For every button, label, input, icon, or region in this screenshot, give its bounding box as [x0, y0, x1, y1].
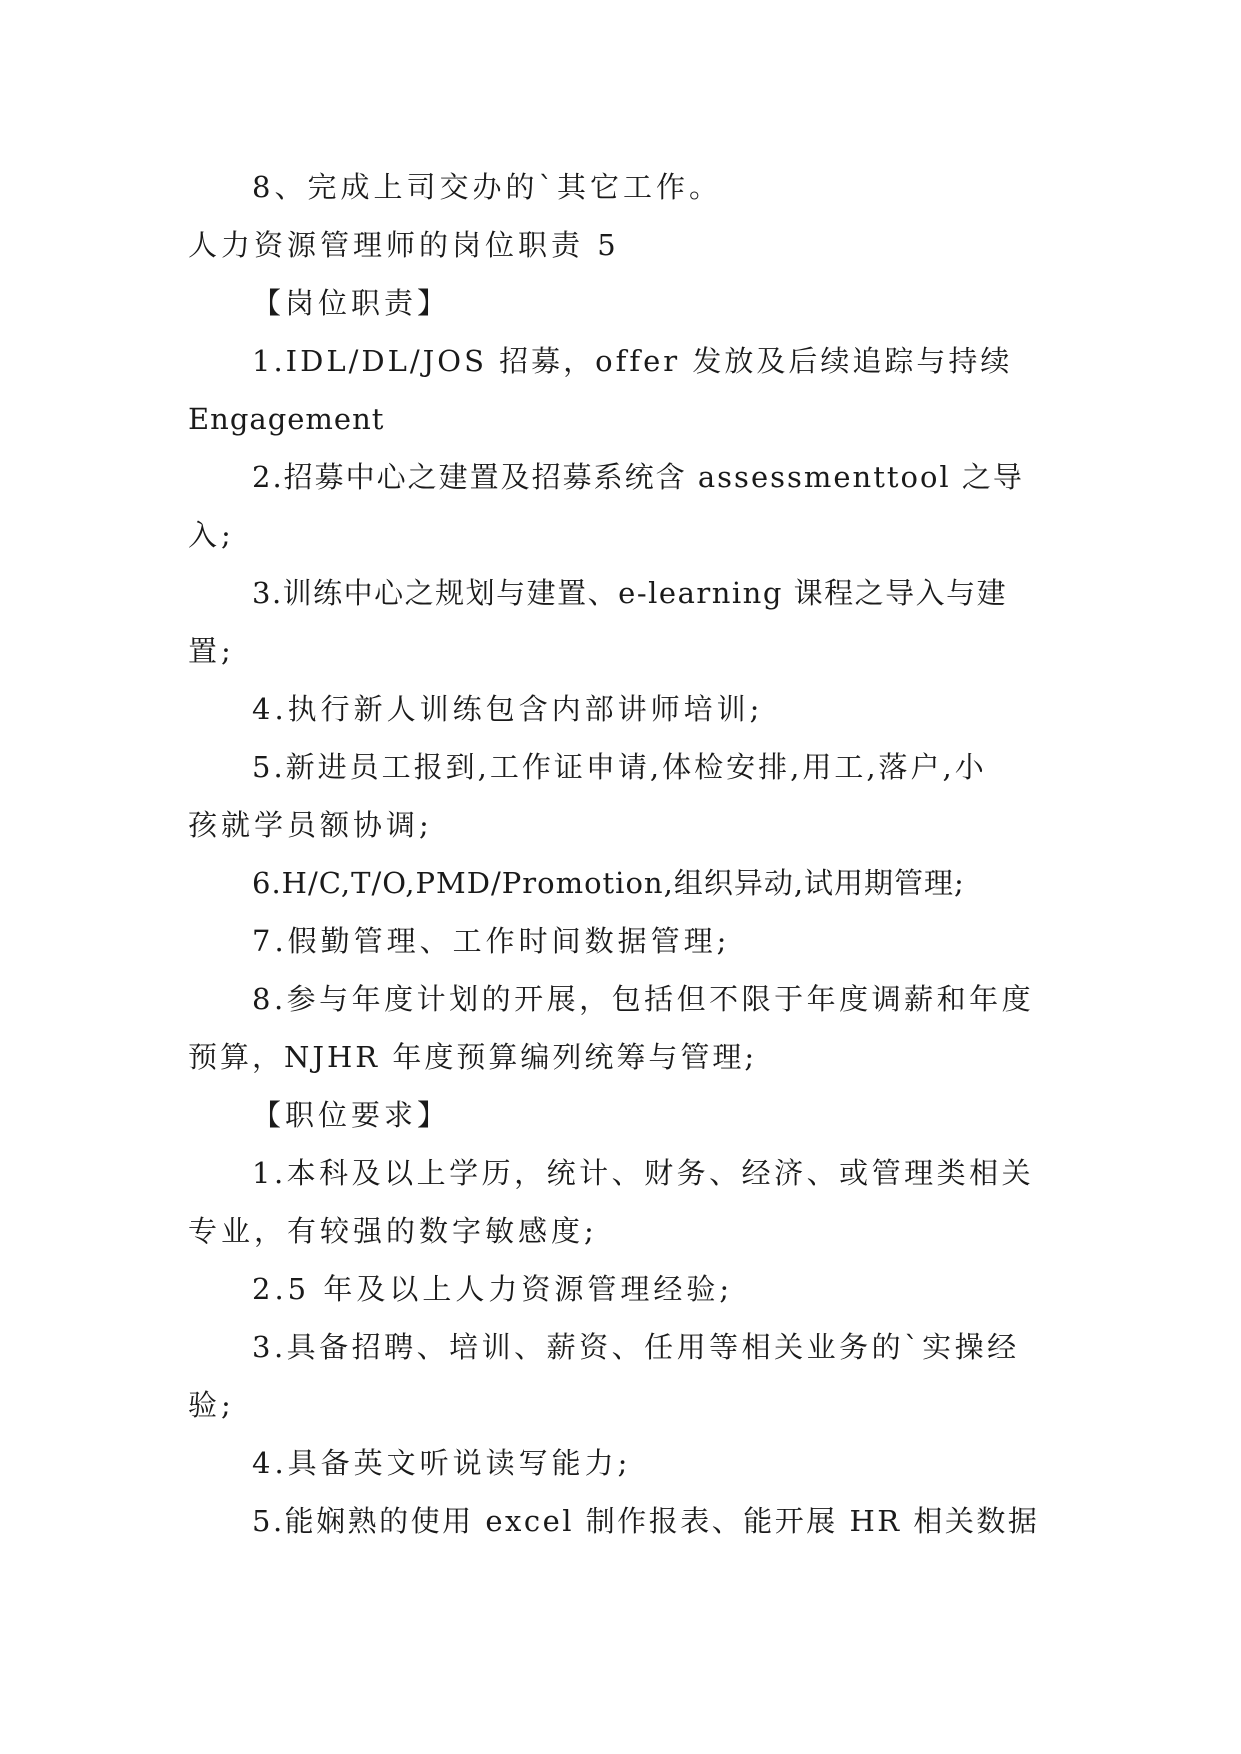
- text-line: 5.新进员工报到,工作证申请,体检安排,用工,落户,小: [252, 750, 987, 784]
- text-line: 预算，NJHR 年度预算编列统筹与管理;: [188, 1040, 758, 1074]
- text-line: 4.执行新人训练包含内部讲师培训;: [252, 692, 764, 726]
- text-line: 5.能娴熟的使用 excel 制作报表、能开展 HR 相关数据: [252, 1504, 1040, 1538]
- text-line: Engagement: [188, 402, 385, 436]
- text-line: 置;: [188, 634, 235, 668]
- text-line: 7.假勤管理、工作时间数据管理;: [252, 924, 731, 958]
- text-line: 4.具备英文听说读写能力;: [252, 1446, 632, 1480]
- text-line: 2.5 年及以上人力资源管理经验;: [252, 1272, 734, 1306]
- text-line: 8.参与年度计划的开展，包括但不限于年度调薪和年度: [252, 982, 1035, 1016]
- text-line: 2.招募中心之建置及招募系统含 assessmenttool 之导: [252, 460, 1024, 494]
- text-line: 验;: [188, 1388, 235, 1422]
- text-line: 1.IDL/DL/JOS 招募，offer 发放及后续追踪与持续: [252, 344, 1013, 378]
- text-line: 入;: [188, 518, 235, 552]
- document-body: [188, 158, 1058, 1550]
- text-line: 6.H/C,T/O,PMD/Promotion,组织异动,试用期管理;: [252, 866, 965, 900]
- text-line: 3.具备招聘、培训、薪资、任用等相关业务的`实操经: [252, 1330, 1020, 1364]
- text-line: 孩就学员额协调;: [188, 808, 433, 842]
- text-line: 3.训练中心之规划与建置、e-learning 课程之导入与建: [252, 576, 1008, 610]
- subsection-heading: 【职位要求】: [252, 1098, 451, 1132]
- text-line: 专业，有较强的数字敏感度;: [188, 1214, 598, 1248]
- text-line: 1.本科及以上学历，统计、财务、经济、或管理类相关: [252, 1156, 1035, 1190]
- subsection-heading: 【岗位职责】: [252, 286, 451, 320]
- section-heading: 人力资源管理师的岗位职责 5: [188, 228, 620, 262]
- text-line: 8、完成上司交办的`其它工作。: [252, 170, 722, 204]
